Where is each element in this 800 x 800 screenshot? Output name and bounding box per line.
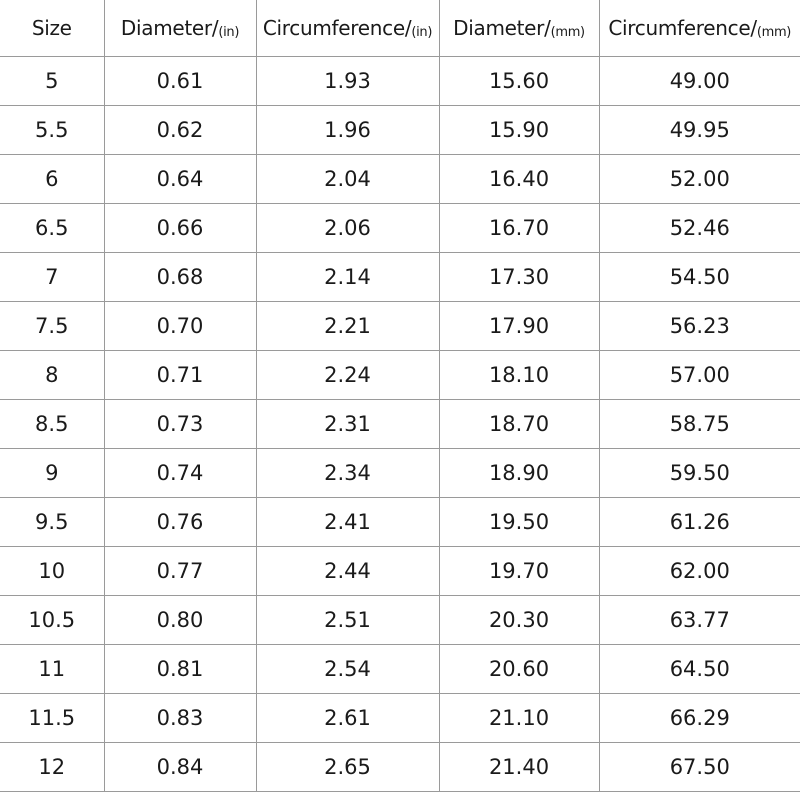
size-cell: 5.5: [0, 105, 104, 154]
diameter-in-cell: 0.77: [104, 546, 256, 595]
diameter-mm-cell: 15.60: [439, 56, 599, 105]
circumference-in-cell: 2.44: [256, 546, 439, 595]
diameter-mm-cell: 19.70: [439, 546, 599, 595]
circumference-in-cell: 1.93: [256, 56, 439, 105]
diameter-in-cell: 0.71: [104, 350, 256, 399]
table-body: [0, 56, 800, 791]
size-cell: 7.5: [0, 301, 104, 350]
diameter-mm-cell: 16.40: [439, 154, 599, 203]
diameter-in-cell: 0.62: [104, 105, 256, 154]
diameter-mm-cell: 15.90: [439, 105, 599, 154]
size-cell: 6.5: [0, 203, 104, 252]
circumference-mm-cell: 54.50: [599, 252, 800, 301]
circumference-mm-cell: 58.75: [599, 399, 800, 448]
table-row: [0, 203, 800, 252]
size-cell: 10.5: [0, 595, 104, 644]
circumference-in-cell: 2.54: [256, 644, 439, 693]
table-row: [0, 546, 800, 595]
diameter-in-cell: 0.66: [104, 203, 256, 252]
header-circumference-mm: Circumference/(mm): [599, 0, 800, 56]
circumference-mm-cell: 52.46: [599, 203, 800, 252]
size-cell: 5: [0, 56, 104, 105]
circumference-in-cell: 1.96: [256, 105, 439, 154]
table-row: [0, 350, 800, 399]
circumference-mm-cell: 61.26: [599, 497, 800, 546]
table-header: [0, 0, 800, 56]
circumference-mm-cell: 67.50: [599, 742, 800, 791]
diameter-in-cell: 0.81: [104, 644, 256, 693]
table-row: [0, 154, 800, 203]
table-row: [0, 399, 800, 448]
table-row: [0, 252, 800, 301]
circumference-in-cell: 2.41: [256, 497, 439, 546]
circumference-in-cell: 2.21: [256, 301, 439, 350]
circumference-mm-cell: 49.95: [599, 105, 800, 154]
size-cell: 12: [0, 742, 104, 791]
circumference-in-cell: 2.24: [256, 350, 439, 399]
circumference-mm-cell: 59.50: [599, 448, 800, 497]
diameter-in-cell: 0.80: [104, 595, 256, 644]
diameter-mm-cell: 16.70: [439, 203, 599, 252]
size-cell: 9: [0, 448, 104, 497]
diameter-mm-cell: 21.10: [439, 693, 599, 742]
circumference-in-cell: 2.51: [256, 595, 439, 644]
diameter-mm-cell: 17.30: [439, 252, 599, 301]
circumference-in-cell: 2.65: [256, 742, 439, 791]
circumference-mm-cell: 64.50: [599, 644, 800, 693]
diameter-mm-cell: 18.70: [439, 399, 599, 448]
diameter-mm-cell: 21.40: [439, 742, 599, 791]
diameter-in-cell: 0.73: [104, 399, 256, 448]
diameter-mm-cell: 20.30: [439, 595, 599, 644]
table-row: [0, 301, 800, 350]
table-row: [0, 448, 800, 497]
size-cell: 7: [0, 252, 104, 301]
diameter-in-cell: 0.76: [104, 497, 256, 546]
size-cell: 6: [0, 154, 104, 203]
size-cell: 8.5: [0, 399, 104, 448]
size-cell: 10: [0, 546, 104, 595]
diameter-mm-cell: 18.90: [439, 448, 599, 497]
size-cell: 11: [0, 644, 104, 693]
header-diameter-in: Diameter/(in): [104, 0, 256, 56]
circumference-mm-cell: 63.77: [599, 595, 800, 644]
circumference-mm-cell: 62.00: [599, 546, 800, 595]
diameter-in-cell: 0.61: [104, 56, 256, 105]
circumference-mm-cell: 66.29: [599, 693, 800, 742]
table-row: [0, 497, 800, 546]
diameter-mm-cell: 19.50: [439, 497, 599, 546]
circumference-in-cell: 2.06: [256, 203, 439, 252]
size-cell: 11.5: [0, 693, 104, 742]
circumference-in-cell: 2.04: [256, 154, 439, 203]
table-row: [0, 105, 800, 154]
circumference-mm-cell: 49.00: [599, 56, 800, 105]
size-cell: 8: [0, 350, 104, 399]
table-row: [0, 693, 800, 742]
diameter-in-cell: 0.70: [104, 301, 256, 350]
circumference-in-cell: 2.34: [256, 448, 439, 497]
circumference-in-cell: 2.61: [256, 693, 439, 742]
diameter-mm-cell: 17.90: [439, 301, 599, 350]
diameter-in-cell: 0.74: [104, 448, 256, 497]
table-row: [0, 644, 800, 693]
header-size: Size: [0, 0, 104, 56]
diameter-in-cell: 0.84: [104, 742, 256, 791]
diameter-in-cell: 0.64: [104, 154, 256, 203]
size-cell: 9.5: [0, 497, 104, 546]
diameter-in-cell: 0.68: [104, 252, 256, 301]
circumference-in-cell: 2.31: [256, 399, 439, 448]
diameter-mm-cell: 18.10: [439, 350, 599, 399]
circumference-mm-cell: 57.00: [599, 350, 800, 399]
diameter-mm-cell: 20.60: [439, 644, 599, 693]
table-row: [0, 56, 800, 105]
header-circumference-in: Circumference/(in): [256, 0, 439, 56]
table-row: [0, 742, 800, 791]
circumference-mm-cell: 56.23: [599, 301, 800, 350]
circumference-in-cell: 2.14: [256, 252, 439, 301]
header-diameter-mm: Diameter/(mm): [439, 0, 599, 56]
diameter-in-cell: 0.83: [104, 693, 256, 742]
table-row: [0, 595, 800, 644]
circumference-mm-cell: 52.00: [599, 154, 800, 203]
header-row: [0, 0, 800, 56]
